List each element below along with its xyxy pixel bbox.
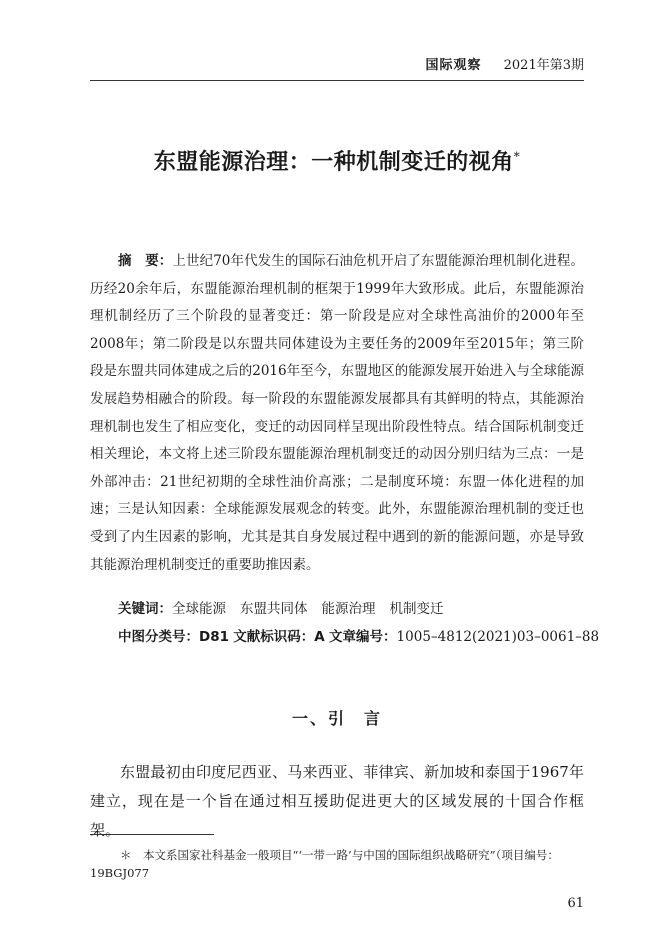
abstract bbox=[90, 248, 584, 579]
body-paragraph: 东盟最初由印度尼西亚、马来西亚、菲律宾、新加坡和泰国于1967年建立，现在是一个旨在通过相互援助促进更大的区域发展的十国合作框架。 bbox=[90, 763, 584, 839]
keyword-item: 机制变迁 bbox=[389, 601, 444, 617]
abstract-text: 上世纪70年代发生的国际石油危机开启了东盟能源治理机制化进程。历经20余年后，东盟能源治理机制的框架于1999年大致形成。此后，东盟能源治理机制经历了三个阶段的显著变迁：第一阶段是应对全球性高油价的2000年至2008年；第二阶段是以东盟共同体建设为主要任务的2009年至2015年；第三阶段是东盟共同体建成之后的2016年至今，东盟地区的能源发展开始进入与全球能源发展趋势相融合的阶段。每一阶段的东盟能源发展都具有其鲜明的特点，其能源治理机制也发生了相应变化，变迁的动因同样呈现出阶段性特点。结合国际机制变迁相关理论，本文将上述三阶段东盟能源治理机制变迁的动因分别归结为三点：一是外部冲击：21世纪初期的全球性油价高涨；二是制度环境：东盟一体化进程的加速；三是认知因素：全球能源发展观念的转变。此外，东盟能源治理机制的变迁也受到了内生因素的影响，尤其是其自身发展过程中遇到的新的能源问题，亦是导致其能源治理机制变迁的重要助推因素。 bbox=[90, 253, 584, 573]
clc-value: D81 bbox=[199, 629, 229, 645]
keyword-item: 东盟共同体 bbox=[240, 601, 308, 617]
keywords-label: 关键词： bbox=[118, 601, 172, 617]
article-title bbox=[90, 145, 584, 176]
keyword-item: 全球能源 bbox=[172, 601, 226, 617]
article-title-text: 东盟能源治理：一种机制变迁的视角 bbox=[153, 149, 514, 175]
header-divider bbox=[90, 80, 584, 81]
clc-label: 中图分类号： bbox=[118, 629, 199, 645]
article-number-value: 1005–4812(2021)03–0061–88 bbox=[396, 629, 600, 645]
running-header bbox=[90, 54, 584, 76]
abstract-label: 摘 要： bbox=[118, 253, 173, 269]
classification-line bbox=[118, 626, 600, 648]
article-number-label: 文章编号： bbox=[329, 629, 397, 645]
footnote-divider bbox=[90, 834, 214, 835]
doc-code-label: 文献标识码： bbox=[233, 629, 315, 645]
issue-number: 2021年第3期 bbox=[503, 58, 584, 73]
footnote: ＊ 本文系国家社科基金一般项目“‘一带一路’与中国的国际组织战略研究”（项目编号：19BGJ077 bbox=[90, 848, 559, 880]
keywords-line bbox=[118, 598, 584, 620]
title-footnote-mark: * bbox=[513, 149, 521, 164]
doc-code-value: A bbox=[314, 629, 325, 645]
journal-name: 国际观察 bbox=[425, 58, 482, 73]
keyword-item: 能源治理 bbox=[321, 601, 376, 617]
section-heading: 一、引 言 bbox=[291, 709, 382, 728]
page-number: 61 bbox=[567, 896, 584, 911]
